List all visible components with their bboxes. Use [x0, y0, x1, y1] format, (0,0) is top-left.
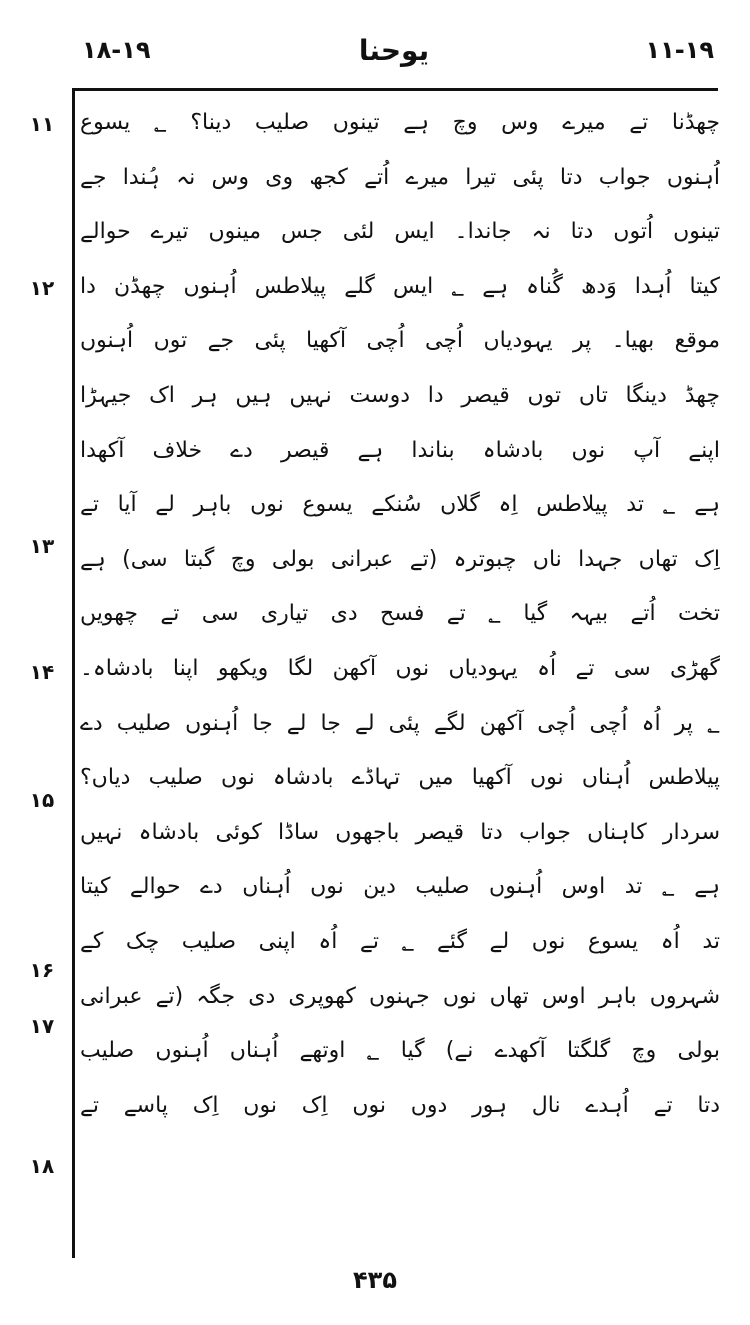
text-line: بولی وچ گلگتا آکھدے نے) گیا ؂ اوتھے اُہناں اُہنوں صلیب [80, 1038, 720, 1064]
page-number: ۴۳۵ [353, 1266, 397, 1294]
text-line: پیلاطس اُہناں نوں آکھیا میں تہاڈے بادشاہ نوں صلیب دیاں؟ [80, 765, 720, 791]
header-reference-left: ۱۸-۱۹ [82, 36, 151, 64]
text-line: تینوں اُتوں دتا نہ جاندا۔ ایس لئی جس مینوں تیرے حوالے [80, 219, 720, 245]
text-line: اِک تھاں جہدا ناں چبوترہ (تے عبرانی بولی وچ گبتا سی) ہے [80, 546, 720, 572]
text-line: موقع بھیا۔ پر یہودیاں اُچی اُچی آکھیا پئی جے توں اُہنوں [80, 328, 720, 354]
text-line: تخت اُتے بیہہ گیا ؂ تے فسح دی تیاری سی تے چھویں [80, 601, 720, 627]
text-line: کیتا اُہدا وَدھ گُناہ ہے ؂ ایس گلے پیلاطس اُہنوں چھڈن دا [80, 273, 720, 299]
text-line: گھڑی سی تے اُہ یہودیاں نوں آکھن لگا ویکھو اپنا بادشاہ۔ [80, 655, 720, 681]
text-line: چھڈنا تے میرے وس وچ ہے تینوں صلیب دینا؟ ؂ یسوع [80, 110, 720, 135]
text-line: تد اُہ یسوع نوں لے گئے ؂ تے اُہ اپنی صلیب چک کے [80, 928, 720, 954]
text-line: اپنے آپ نوں بادشاہ بناندا ہے قیصر دے خلاف آکھدا [80, 437, 720, 463]
text-line: چھڈ دینگا تاں توں قیصر دا دوست نہیں ہیں ہر اک جیہڑا [80, 382, 720, 408]
text-line: شہروں باہر اوس تھاں نوں جہنوں کھوپری دی جگہ (تے عبرانی [80, 983, 720, 1009]
header-book-title: یوحنا [358, 34, 430, 67]
verse-number: ۱۸ [29, 1154, 55, 1178]
margin-rule [72, 88, 75, 1258]
verse-number-column [0, 98, 72, 1248]
text-line: دتا تے اُہدے نال ہور دوں نوں اِک نوں اِک پاسے تے [80, 1092, 720, 1118]
text-line: ہے ؂ تد پیلاطس اِہ گلاں سُنکے یسوع نوں باہر لے آیا تے [80, 492, 720, 518]
verse-number: ۱۳ [29, 534, 55, 558]
verse-number: ۱۷ [29, 1014, 55, 1038]
text-line: ہے ؂ تد اوس اُہنوں صلیب دین نوں اُہناں دے حوالے کیتا [80, 874, 720, 900]
text-line: سردار کاہناں جواب دتا قیصر باجھوں ساڈا کوئی بادشاہ نہیں [80, 819, 720, 845]
text-line: اُہنوں جواب دتا پئی تیرا میرے اُتے کجھ وی وس نہ ہُندا جے [80, 164, 720, 190]
page-header [70, 34, 718, 78]
scripture-text [80, 96, 720, 1256]
verse-number: ۱۱ [29, 112, 55, 136]
header-reference-right: ۱۱-۱۹ [645, 36, 714, 64]
verse-number: ۱۵ [29, 788, 55, 812]
verse-number: ۱۲ [29, 276, 55, 300]
verse-number: ۱۴ [29, 660, 55, 684]
header-rule [72, 88, 718, 91]
text-line: ؂ پر اُہ اُچی اُچی آکھن لگے پئی لے جا لے جا اُہنوں صلیب دے [80, 710, 720, 736]
verse-number: ۱۶ [29, 958, 55, 982]
